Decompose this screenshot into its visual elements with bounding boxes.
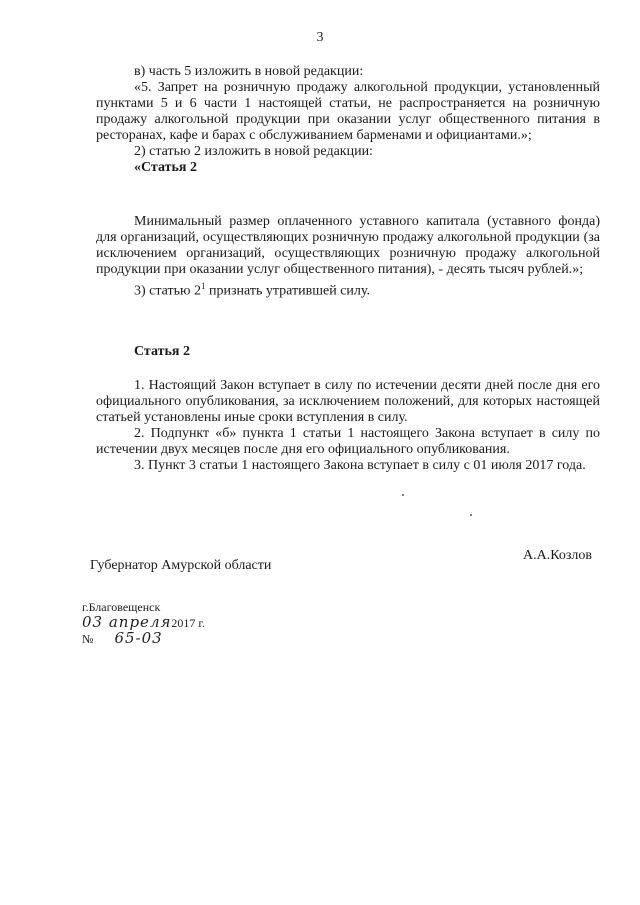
item3-prefix: 3) статью 2 [134, 283, 201, 299]
scan-speck [470, 514, 472, 516]
paragraph-article2-intro: 2) статью 2 изложить в новой редакции: [134, 144, 373, 159]
article2-paragraph-1: 1. Настоящий Закон вступает в силу по истечении десяти дней после дня его официального опубликования, за исключением положений, для которых настоящей статьей установлены иные сроки вступления в силу. [96, 378, 600, 425]
article2-block [96, 344, 600, 474]
handwritten-number: 65-03 [114, 629, 163, 647]
quoted-article-heading: «Статья 2 [134, 160, 197, 175]
number-line [82, 631, 205, 647]
scan-speck [402, 494, 404, 496]
paragraph-item3 [96, 278, 600, 300]
paragraph-part5-text: «5. Запрет на розничную продажу алкогольной продукции, установленный пунктами 5 и 6 части 1 настоящей статьи, не распространяется на розничную продажу алкогольной продукции при оказании услуг общественного питания в ресторанах, кафе и барах с обслуживанием барменами и официантами.»; [96, 80, 600, 143]
year-suffix: 2017 г. [171, 616, 205, 630]
paragraph-part5-intro: в) часть 5 изложить в новой редакции: [134, 64, 364, 79]
quoted-article-text: Минимальный размер оплаченного уставного капитала (уставного фонда) для организаций, осуществляющих розничную продажу алкогольной продукции (за исключением организаций, осуществляющих розничную продажу алкогольной продукции при оказании услуг общественного питания), - десять тысяч рублей.»; [96, 214, 600, 277]
handwritten-date: 03 апреля [82, 613, 172, 631]
governor-name: А.А.Козлов [523, 548, 592, 563]
amendments-block [96, 64, 600, 176]
number-label: № [82, 632, 94, 646]
city: г.Благовещенск [82, 600, 161, 614]
item3-suffix: признать утратившей силу. [205, 283, 370, 299]
article2-heading: Статья 2 [134, 344, 190, 359]
item3-superscript: 1 [200, 281, 206, 291]
page-number: 3 [316, 30, 324, 45]
article2-paragraph-3: 3. Пункт 3 статьи 1 настоящего Закона вступает в силу с 01 июля 2017 года. [134, 458, 586, 473]
quoted-article-block [96, 214, 600, 300]
governor-title: Губернатор Амурской области [90, 558, 272, 573]
place-date-block [82, 600, 205, 647]
article2-paragraph-2: 2. Подпункт «б» пункта 1 статьи 1 настоящего Закона вступает в силу по истечении двух месяцев после дня его официального опубликования. [96, 426, 600, 457]
